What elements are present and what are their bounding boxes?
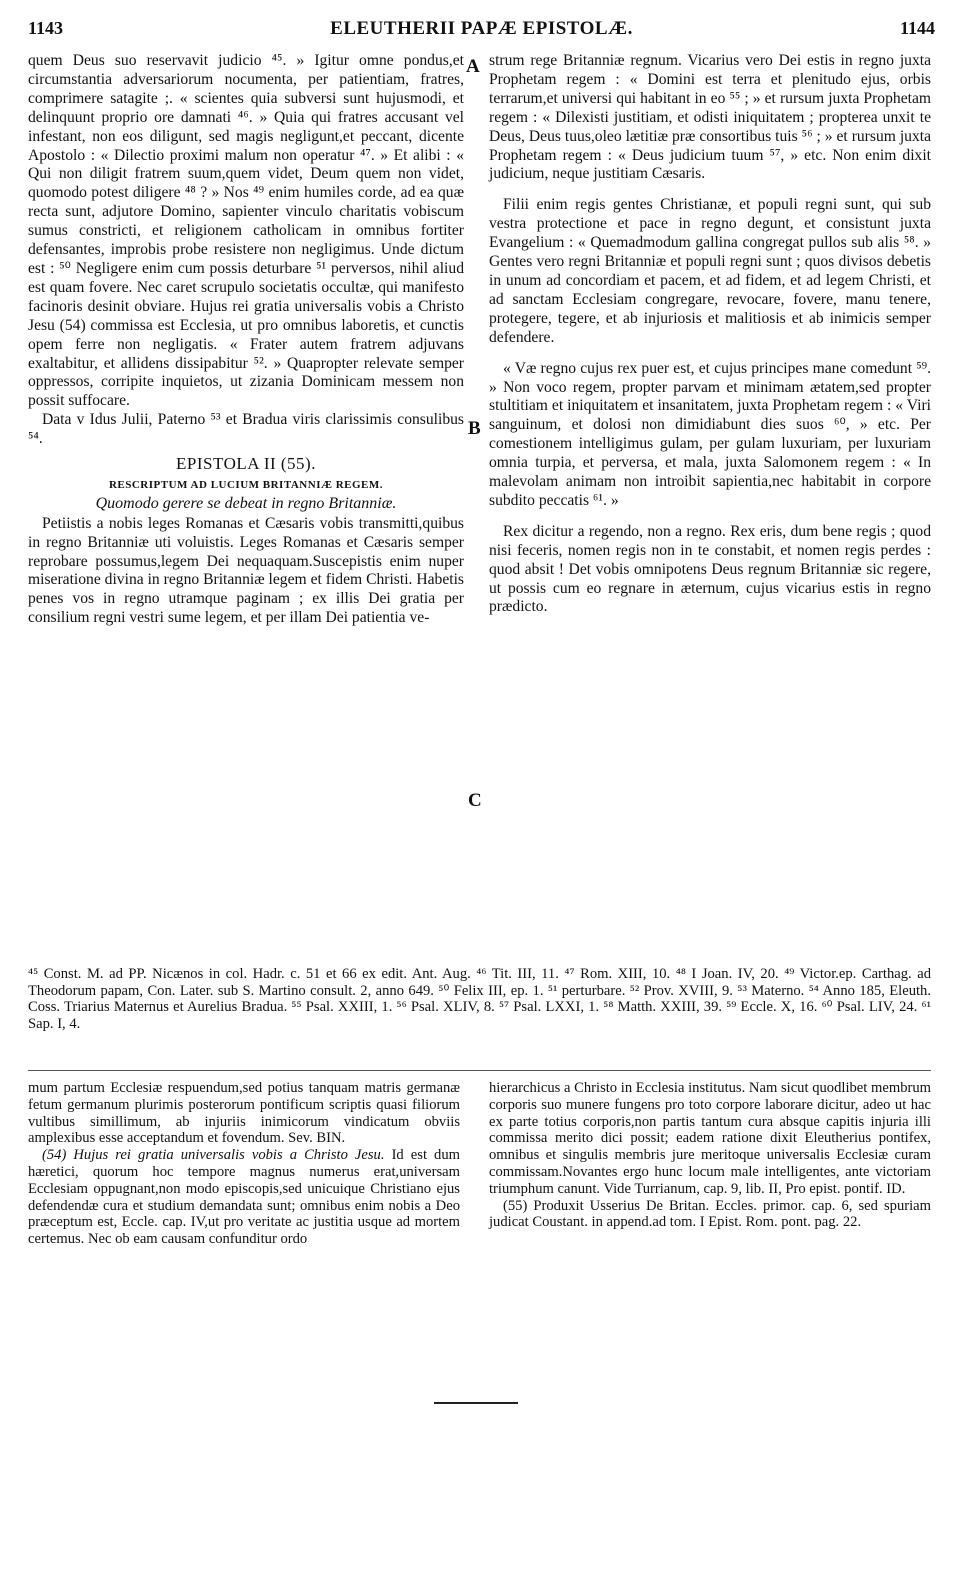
page-number-left: 1143 bbox=[28, 18, 64, 38]
left-paragraph-2: Data v Idus Julii, Paterno ⁵³ et Bradua viris clarissimis consulibus ⁵⁴. bbox=[28, 411, 464, 448]
note-54-body: Id est dum hæretici, quorum hoc tempore magnus numerus erat,universam Ecclesiam oppugnant,non modo episcopis,sed unicuique Christiano ejus defendendæ cura et studium demandata sunt; omnibus enim nobis a Deo præceptum est, Eccle. cap. IV,ut pro veritate ac justitia usque ad mortem certemus. Nec ob eam causam confunditur ordo bbox=[28, 1147, 460, 1248]
right-paragraph-4: Rex dicitur a regendo, non a regno. Rex eris, dum bene regis ; quod nisi feceris, nomen regis non in te constabit, et nomen regis perdes : quod absit ! Det vobis omnipotens Deus regnum Britanniæ sic regere, ut possis cum eo regnare in æternum, cujus vicarius estis in regno prædicto. bbox=[489, 522, 931, 616]
page-header bbox=[28, 18, 935, 44]
note-right-2: (55) Produxit Usserius De Britan. Eccles. primor. cap. 6, sed spuriam judicat Coustant. in append.ad tom. I Epist. Rom. pont. pag. 22. bbox=[489, 1197, 931, 1231]
margin-letter-b: B bbox=[468, 418, 481, 439]
left-paragraph-1: quem Deus suo reservavit judicio ⁴⁵. » Igitur omne pondus,et circumstantia adversariorum nocumenta, per patientiam, fratres, comprimere satagite ;. « scientes quia subversi sunt hujusmodi, et delinquunt proprio ore damnati ⁴⁶. » Quia qui fratres accusant vel infestant, non eos diligunt, sed magis negligunt,et peccant, dicente Apostolo : « Dilectio proximi malum non operatur ⁴⁷. » Et alibi : « Qui non diligit fratrem suum,quem videt, Deum quem non videt, quomodo potest diligere ⁴⁸ ? » Nos ⁴⁹ enim humiles corde, ad ea quæ recta sunt, adjutore Domino, sapienter vinculo charitatis vobiscum sumus constricti, et religionem catholicam in omnibus fortiter defensantes, improbis probe resistere non negligimus. Unde dictum est : ⁵⁰ Negligere enim cum possis deturbare ⁵¹ perversos, nihil aliud est quam fovere. Nec caret scrupulo societatis occultæ, qui manifesto facinoris desinit obviare. Hujus rei gratia universalis vobis a Christo Jesu (54) commissa est Ecclesia, ut pro omnibus laboretis, et cunctis opem ferre non negligatis. « Frater autem fratrem adjuvans exaltabitur, et allidens dissipabitur ⁵². » Quapropter relevate semper oppressos, corripite inquietos, ut zizania Dominicam messem non possit suffocare. bbox=[28, 52, 464, 410]
note-left-1: mum partum Ecclesiæ respuendum,sed potius tanquam matris germanæ fetum germanum plurimis posterorum pontificum scriptis quasi filiorum vultibus simillimum, ab injuriis inimicorum vindicatum obviis amplexibus esse acceptandum et fovendum. Sev. BIN. bbox=[28, 1080, 460, 1147]
left-column bbox=[28, 52, 464, 628]
left-paragraph-3: Petiistis a nobis leges Romanas et Cæsaris vobis transmitti,quibus in regno Britanniæ uti voluistis. Leges Romanas et Cæsaris semper reprobare possumus,legem Dei nequaquam.Suscepistis enim nuper miseratione divina in regno Britanniæ legem et fidem Christi. Habetis penes vos in regno utramque paginam ; ex illis Dei gratia per consilium regni vestri sume legem, et per illam Dei patientia ve- bbox=[28, 514, 464, 627]
margin-letter-c: C bbox=[468, 790, 482, 811]
epistola-title: EPISTOLA II (55). bbox=[176, 454, 316, 474]
notes-right-column bbox=[489, 1080, 931, 1231]
page-number-right: 1144 bbox=[899, 18, 935, 38]
end-rule bbox=[434, 1402, 518, 1404]
footnotes: ⁴⁵ Const. M. ad PP. Nicænos in col. Hadr. c. 51 et 66 ex edit. Ant. Aug. ⁴⁶ Tit. III, 11. ⁴⁷ Rom. XIII, 10. ⁴⁸ I Joan. IV, 20. ⁴⁹ Victor.ep. Carthag. ad Theodorum papam, Con. Later. sub S. Martino consult. 2, anno 649. ⁵⁰ Felix III, ep. 1. ⁵¹ perturbare. ⁵² Prov. XVIII, 9. ⁵³ Materno. ⁵⁴ Anno 185, Eleuth. Coss. Triarius Maternus et Aurelius Bradua. ⁵⁵ Psal. XXIII, 1. ⁵⁶ Psal. XLIV, 8. ⁵⁷ Psal. LXXI, 1. ⁵⁸ Matth. XXIII, 39. ⁵⁹ Eccle. X, 16. ⁶⁰ Psal. LIV, 24. ⁶¹ Sap. I, 4. bbox=[28, 966, 931, 1032]
right-paragraph-1: strum rege Britanniæ regnum. Vicarius vero Dei estis in regno juxta Prophetam regem : « Domini est terra et plenitudo ejus, orbis terrarum,et universi qui habitant in eo ⁵⁵ ; » et rursum juxta Prophetam regem : « Dilexisti justitiam, et odisti iniquitatem ; propterea unxit te Deus, Deus tuus,oleo lætitiæ præ consortibus tuis ⁵⁶ ; » et rursum juxta Prophetam regem : « Deus judicium tuum ⁵⁷, » etc. Non enim dixit judicium, neque justitiam Cæsaris. bbox=[489, 52, 931, 183]
notes-left-column bbox=[28, 1080, 460, 1248]
rescriptum-heading: RESCRIPTUM AD LUCIUM BRITANNIÆ REGEM. bbox=[108, 478, 384, 491]
right-paragraph-3: « Væ regno cujus rex puer est, et cujus principes mane comedunt ⁵⁹. » Non voco regem, propter parvam et minimam ætatem,sed propter stultitiam et iniquitatem et insanitatem, juxta Prophetam regem : « Viri sanguinum, et dolosi non dimidiabunt dies suos ⁶⁰, » etc. Per comestionem intelligimus gulam, per gulam luxuriam, per luxuriam omnia turpia, et perversa, et mala, juxta Salomonem regem : « In malevolam animam non introibit sapientia,nec habitabit in corpore subdito peccatis ⁶¹. » bbox=[489, 359, 931, 509]
note-54-heading: (54) Hujus rei gratia universalis vobis a Christo Jesu. bbox=[42, 1147, 385, 1164]
footnote-divider bbox=[28, 1070, 931, 1071]
right-paragraph-2: Filii enim regis gentes Christianæ, et populi regni sunt, qui sub vestra protectione et pace in regno degunt, et consistunt juxta Evangelium : « Quemadmodum gallina congregat pullos sub alis ⁵⁸. » Gentes vero regni Britanniæ et populi regni sunt ; quos divisos debetis in unum ad concordiam et pacem, et ad fidem, et ad legem Christi, et ad sanctam Ecclesiam congregare, revocare, fovere, manu tenere, protegere, tegere, et ab injuriosis et malitiosis et ab inimicis semper defendere. bbox=[489, 196, 931, 346]
running-title: ELEUTHERII PAPÆ EPISTOLÆ. bbox=[330, 18, 633, 39]
rubric: Quomodo gerere se debeat in regno Britanniæ. bbox=[95, 494, 397, 512]
note-left-2 bbox=[28, 1147, 460, 1248]
right-column bbox=[489, 52, 931, 617]
note-right-1: hierarchicus a Christo in Ecclesia institutus. Nam sicut quodlibet membrum corporis suo munere fungens pro toto corpore laborare dicitur, adeo ut hac ex parte totius corporis,non partis tantum cura absque capitis injuria illi commissa merito dici possit; eadem ratione dixit Eleutherius pontifex, omnibus et singulis membris jure meritoque universalis Ecclesiæ curam commissam.Novantes ergo hunc locum male intelligentes, ante victoriam triumphum canunt. Vide Turrianum, cap. 9, lib. II, Pro epist. pontif. ID. bbox=[489, 1080, 931, 1197]
margin-letter-a: A bbox=[466, 56, 480, 77]
